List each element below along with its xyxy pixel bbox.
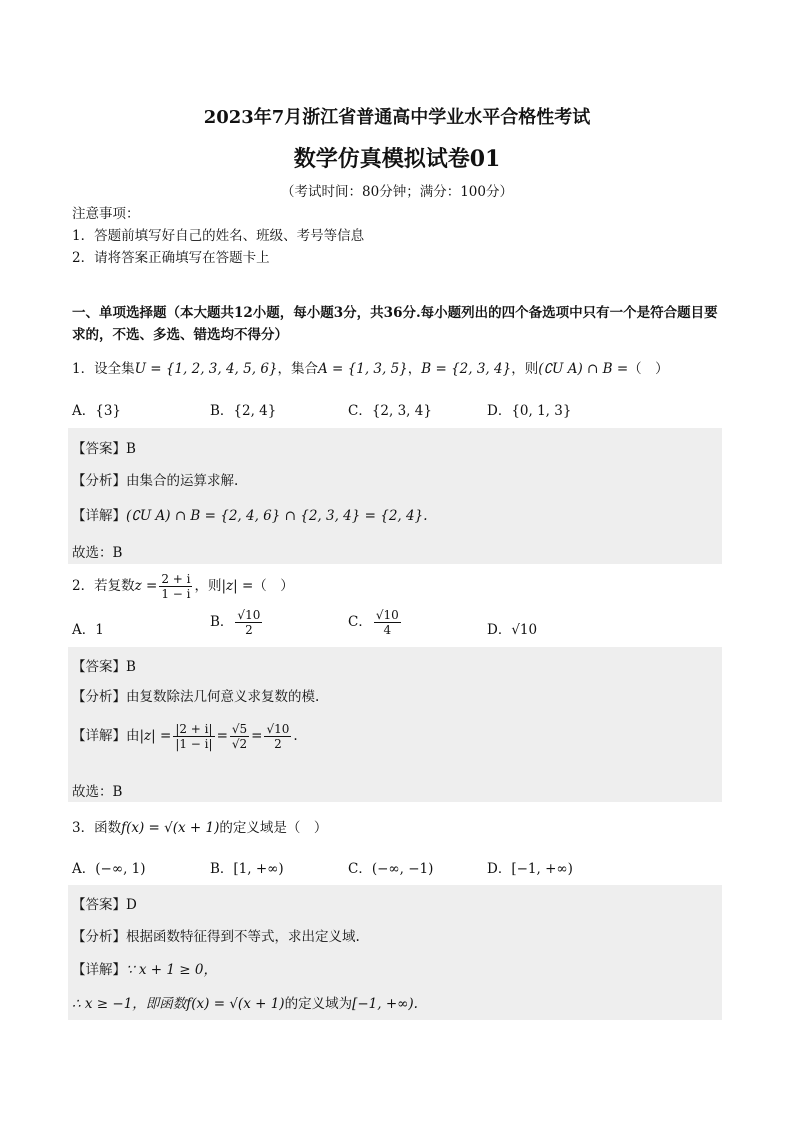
notice-heading: 注意事项： <box>72 206 140 222</box>
fraction: $\frac{√10}{2}$ <box>266 722 290 751</box>
detail: 【详解】由|z| = $\frac{|2 + i|}{|1 - i|}$ = $\frac{√5}{√2}$ = $\frac{√10}{2}$ . <box>72 722 298 751</box>
option-d: D．√10 <box>487 622 538 638</box>
notice-block <box>72 203 364 269</box>
fraction: $\frac{2 + i}{1 - i}$ <box>161 572 191 601</box>
analysis: 【分析】由复数除法几何意义求复数的模. <box>72 689 320 705</box>
option-d: D．{0, 1, 3} <box>487 403 572 419</box>
question-1-stem: 1．设全集U = {1, 2, 3, 4, 5, 6}，集合A = {1, 3, 5}，B = {2, 3, 4}，则(∁U A) ∩ B =（ ） <box>72 361 669 377</box>
fraction: $\frac{|2 + i|}{|1 - i|}$ <box>175 722 213 751</box>
option-b: B．[1, +∞) <box>210 861 284 877</box>
option-a: A．1 <box>72 622 104 638</box>
option-b: B．{2, 4} <box>210 403 277 419</box>
choice: 故选：B <box>72 545 123 561</box>
fraction: $\frac{√10}{2}$ <box>237 608 261 637</box>
option-a: A．{3} <box>72 403 122 419</box>
paper-title: 数学仿真模拟试卷01 <box>293 146 501 172</box>
notice-item: 2．请将答案正确填写在答题卡上 <box>72 250 270 266</box>
section-heading: 一、单项选择题（本大题共12小题，每小题3分，共36分.每小题列出的四个备选项中只有一个是符合题目要求的，不选、多选、错选均不得分） <box>72 305 718 343</box>
option-c: C．(−∞, −1) <box>348 861 434 877</box>
analysis: 【分析】根据函数特征得到不等式，求出定义域. <box>72 929 360 945</box>
exam-title: 2023年7月浙江省普通高中学业水平合格性考试 <box>203 107 591 128</box>
option-d: D．[−1, +∞) <box>487 861 573 877</box>
fraction: $\frac{√5}{√2}$ <box>231 722 248 751</box>
detail: 【详解】∵ x + 1 ≥ 0， <box>72 962 217 978</box>
fraction: $\frac{√10}{4}$ <box>375 608 399 637</box>
answer: 【答案】B <box>72 659 136 675</box>
option-b: B． $\frac{√10}{2}$ <box>210 608 261 637</box>
notice-item: 1．答题前填写好自己的姓名、班级、考号等信息 <box>72 228 365 244</box>
detail: 【详解】(∁U A) ∩ B = {2, 4, 6} ∩ {2, 3, 4} = {2, 4}. <box>72 508 428 524</box>
detail-conclusion: ∴ x ≥ −1，即函数f(x) = √(x + 1)的定义域为[−1, +∞). <box>72 996 418 1012</box>
exam-info: （考试时间：80分钟；满分：100分） <box>281 184 513 200</box>
analysis: 【分析】由集合的运算求解. <box>72 473 239 489</box>
option-c: C． $\frac{√10}{4}$ <box>348 608 399 637</box>
question-2-stem: 2．若复数z = $\frac{2 + i}{1 - i}$ ，则|z| =（ ） <box>72 572 294 601</box>
option-a: A．(−∞, 1) <box>72 861 146 877</box>
question-3-stem: 3．函数f(x) = √(x + 1)的定义域是（ ） <box>72 820 328 836</box>
choice: 故选：B <box>72 784 123 800</box>
option-c: C．{2, 3, 4} <box>348 403 432 419</box>
answer: 【答案】D <box>72 897 137 913</box>
answer-box-1 <box>68 428 722 564</box>
answer: 【答案】B <box>72 441 136 457</box>
